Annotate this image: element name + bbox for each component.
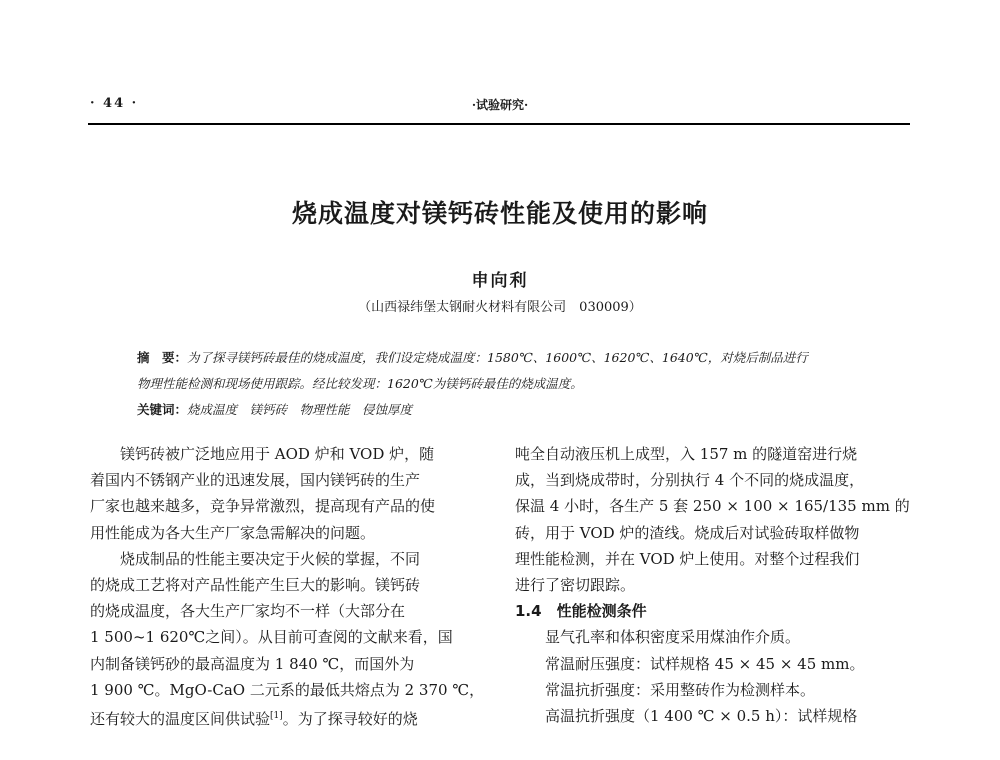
body-line: 镁钙砖被广泛地应用于 AOD 炉和 VOD 炉，随 bbox=[120, 445, 435, 463]
body-line: 显气孔率和体积密度采用煤油作介质。 bbox=[545, 628, 801, 647]
body-line: 着国内不锈钢产业的迅速发展，国内镁钙砖的生产 bbox=[90, 471, 421, 490]
body-line: 常温抗折强度：采用整砖作为检测样本。 bbox=[545, 680, 816, 699]
author: 申向利 bbox=[471, 271, 529, 291]
body-line: 厂家也越来越多，竞争异常激烈，提高现有产品的使 bbox=[90, 497, 436, 516]
body-line: 成，当到烧成带时，分别执行 4 个不同的烧成温度， bbox=[515, 471, 865, 490]
body-line: 砖，用于 VOD 炉的渣线。烧成后对试验砖取样做物 bbox=[515, 523, 860, 542]
body-column-right bbox=[515, 441, 915, 729]
keywords-label: 关键词： bbox=[137, 402, 188, 417]
body-line: 进行了密切跟踪。 bbox=[515, 575, 636, 594]
keywords-text: 烧成温度 镁钙砖 物理性能 侵蚀厚度 bbox=[187, 402, 413, 417]
body-line: 的烧成温度，各大生产厂家均不一样（大部分在 bbox=[90, 602, 406, 621]
abstract-text-2: 物理性能检测和现场使用跟踪。经比较发现：1620℃为镁钙砖最佳的烧成温度。 bbox=[137, 376, 583, 391]
paper-title: 烧成温度对镁钙砖性能及使用的影响 bbox=[291, 199, 708, 228]
page-number: · 44 · bbox=[90, 96, 139, 111]
body-line: 烧成制品的性能主要决定于火候的掌握，不同 bbox=[120, 549, 421, 568]
abstract-line-1 bbox=[137, 345, 917, 371]
abstract-text-1: 为了探寻镁钙砖最佳的烧成温度，我们设定烧成温度：1580℃、1600℃、1620℃、1640℃，对烧后制品进行 bbox=[187, 350, 808, 365]
section-label: ·试验研究· bbox=[471, 98, 529, 112]
keywords bbox=[137, 397, 917, 423]
body-column-left bbox=[90, 441, 490, 729]
body-line: 的烧成工艺将对产品性能产生巨大的影响。镁钙砖 bbox=[90, 575, 421, 594]
abstract-label: 摘 要： bbox=[137, 350, 188, 365]
body-line: 常温耐压强度：试样规格 45 × 45 × 45 mm。 bbox=[545, 654, 865, 673]
body-line: 保温 4 小时，各生产 5 套 250 × 100 × 165/135 mm 的 bbox=[515, 497, 910, 516]
abstract bbox=[137, 345, 917, 423]
body-line: 1 900 ℃。MgO-CaO 二元系的最低共熔点为 2 370 ℃， bbox=[90, 680, 485, 699]
body-line: 内制备镁钙砂的最高温度为 1 840 ℃，而国外为 bbox=[90, 654, 415, 673]
body-line bbox=[90, 703, 490, 729]
body-text: 还有较大的温度区间供试验 bbox=[90, 709, 271, 728]
body-line: 高温抗折强度（1 400 ℃ × 0.5 h）：试样规格 bbox=[545, 706, 858, 725]
body-line: 理性能检测，并在 VOD 炉上使用。对整个过程我们 bbox=[515, 549, 860, 568]
citation-ref: [1] bbox=[270, 710, 283, 721]
section-heading: 1.4 性能检测条件 bbox=[515, 602, 647, 621]
header-rule bbox=[88, 123, 910, 125]
body-line: 1 500~1 620℃之间）。从目前可查阅的文献来看，国 bbox=[90, 628, 453, 647]
page-header bbox=[90, 92, 910, 122]
body-line: 吨全自动液压机上成型，入 157 m 的隧道窑进行烧 bbox=[515, 445, 858, 463]
affiliation: （山西禄纬堡太钢耐火材料有限公司 030009） bbox=[358, 300, 642, 315]
body-line: 用性能成为各大生产厂家急需解决的问题。 bbox=[90, 523, 376, 542]
body-text: 。为了探寻较好的烧 bbox=[282, 709, 418, 728]
